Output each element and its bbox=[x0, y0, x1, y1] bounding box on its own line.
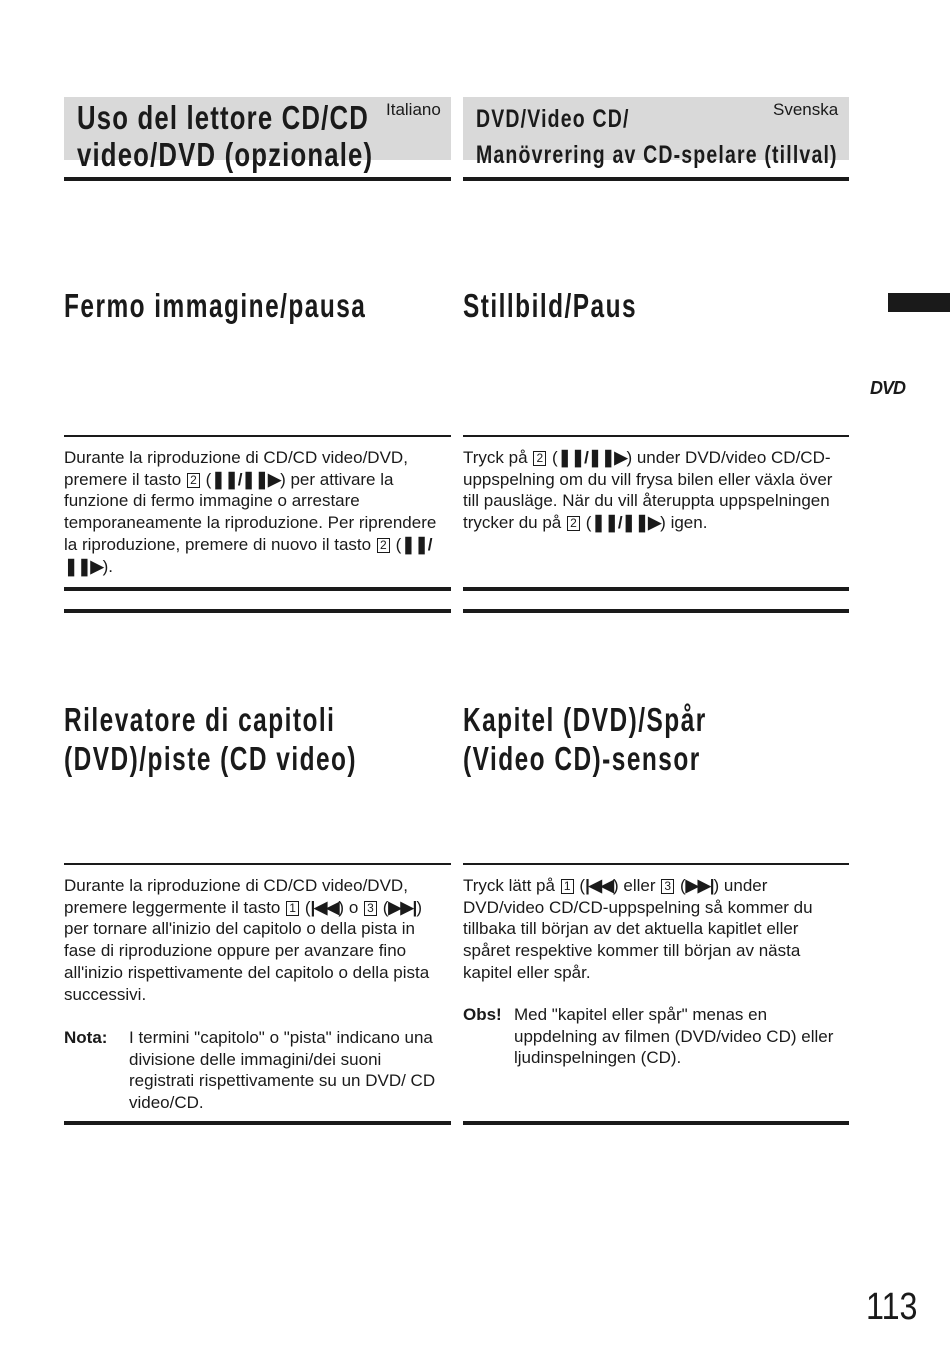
key-2: 2 bbox=[567, 516, 580, 531]
key-2: 2 bbox=[377, 538, 390, 553]
section1-rule-bottom-right bbox=[463, 587, 849, 591]
key-3: 3 bbox=[364, 901, 377, 916]
section1-swedish-text1: Tryck på bbox=[463, 448, 528, 467]
section1-rule-top-left bbox=[64, 435, 451, 437]
section2-swedish-note bbox=[463, 1004, 843, 1069]
swedish-language-label: Svenska bbox=[773, 100, 839, 119]
key-2: 2 bbox=[533, 451, 546, 466]
section2-swedish-title-line2: (Video CD)-sensor bbox=[463, 740, 701, 777]
swedish-header-title-line1: DVD/Video CD/ bbox=[476, 105, 630, 133]
section1-italian-body: Durante la riproduzione di CD/CD video/DVD, premere il tasto 2 (❚❚/❚❚▶) per attivare la funzione di fermo immagine o arrestare temporaneamente la riproduzione. Per riprendere la riproduzione, premere di nuovo il tasto 2 (❚❚/❚❚▶). bbox=[64, 448, 437, 576]
pause-play-icon: ❚❚/❚❚▶ bbox=[591, 513, 661, 533]
page-number: 113 bbox=[866, 1286, 918, 1328]
section2-rule-bottom-right bbox=[463, 1121, 849, 1125]
italian-header-title-line2: video/DVD (opzionale) bbox=[77, 136, 374, 173]
italian-header-title-line1: Uso del lettore CD/CD bbox=[77, 99, 370, 136]
section2-italian-text3: per tornare all'inizio del capitolo o della pista in fase di riproduzione oppure per avanzare fino all'inizio rispettivamente del capitolo o della pista successivi. bbox=[64, 919, 430, 1004]
section2-italian-or: o bbox=[348, 897, 359, 917]
skip-back-icon: |◀◀ bbox=[310, 897, 339, 917]
section2-rule-top-right bbox=[463, 863, 849, 865]
italian-note-label: Nota: bbox=[64, 1028, 108, 1047]
section1-swedish-title: Stillbild/Paus bbox=[463, 287, 638, 324]
skip-forward-icon: ▶▶| bbox=[388, 897, 417, 917]
key-1: 1 bbox=[561, 879, 574, 894]
swedish-note-label: Obs! bbox=[463, 1005, 502, 1024]
section1-rule-top-right bbox=[463, 435, 849, 437]
section2-swedish-text3: under DVD/video CD/CD-uppspelning så kommer du tillbaka till början av det aktuella kapitlet eller spåret respektive kommer till början av nästa kapitel eller spår. bbox=[463, 876, 813, 982]
pause-play-icon: ❚❚/❚❚▶ bbox=[211, 469, 281, 489]
swedish-header-title-line2: Manövrering av CD-spelare (tillval) bbox=[476, 141, 838, 169]
section2-italian-title-line2: (DVD)/piste (CD video) bbox=[64, 740, 358, 777]
skip-forward-icon: ▶▶| bbox=[685, 876, 714, 895]
section2-rule-top-left bbox=[64, 863, 451, 865]
section1-italian-text3: . bbox=[108, 556, 113, 576]
section1-rule-bottom-left bbox=[64, 587, 451, 591]
dvd-logo: DVD bbox=[870, 378, 906, 398]
section1-italian-title: Fermo immagine/pausa bbox=[64, 287, 367, 324]
section1-italian-text1: Durante la riproduzione di CD/CD video/DVD, premere il tasto bbox=[64, 448, 408, 489]
section2-italian-text1: Durante la riproduzione di CD/CD video/DVD, premere leggermente il tasto bbox=[64, 876, 408, 917]
pause-play-icon: ❚❚/❚❚▶ bbox=[64, 534, 432, 576]
swedish-note-text: Med "kapitel eller spår" menas en uppdelning av filmen (DVD/video CD) eller ljudinspelningen (CD). bbox=[514, 1005, 834, 1068]
section2-swedish-body: Tryck lätt på 1 (|◀◀) eller 3 (▶▶|) under DVD/video CD/CD-uppspelning så kommer du tillbaka till början av det aktuella kapitlet eller spåret respektive kommer till början av nästa kapitel eller spår. bbox=[463, 876, 813, 982]
section2-swedish-title-line1: Kapitel (DVD)/Spår bbox=[463, 701, 707, 738]
key-3: 3 bbox=[661, 879, 674, 894]
italian-language-label: Italiano bbox=[386, 100, 441, 119]
section2-rule-header-left bbox=[64, 609, 451, 613]
section2-italian-title-line1: Rilevatore di capitoli bbox=[64, 701, 336, 738]
section2-rule-header-right bbox=[463, 609, 849, 613]
header-rule-right bbox=[463, 177, 849, 181]
section1-swedish-text2: under DVD/video CD/CD-uppspelning om du vill frysa bilen eller växla över till pausläge. När du vill återuppta uppspelningen trycker du på bbox=[463, 448, 833, 533]
section2-italian-body: Durante la riproduzione di CD/CD video/DVD, premere leggermente il tasto 1 (|◀◀) o 3 (▶▶|) per tornare all'inizio del capitolo o della pista in fase di riproduzione oppure per avanzare fino all'inizio rispettivamente del capitolo o della pista successivi. bbox=[64, 876, 430, 1004]
header-rule-left bbox=[64, 177, 451, 181]
section2-italian-note bbox=[64, 1027, 444, 1114]
side-tab-marker bbox=[888, 293, 950, 312]
key-2: 2 bbox=[187, 473, 200, 488]
key-1: 1 bbox=[286, 901, 299, 916]
section1-swedish-body: Tryck på 2 (❚❚/❚❚▶) under DVD/video CD/CD-uppspelning om du vill frysa bilen eller växla över till pausläge. När du vill återuppta uppspelningen trycker du på 2 (❚❚/❚❚▶) igen. bbox=[463, 448, 833, 533]
section2-swedish-text1: Tryck lätt på bbox=[463, 876, 555, 895]
section1-swedish-text3: igen. bbox=[670, 513, 708, 533]
italian-note-text: I termini "capitolo" o "pista" indicano una divisione delle immagini/dei suoni registrati rispettivamente su un DVD/ CD video/CD. bbox=[129, 1028, 436, 1113]
pause-play-icon: ❚❚/❚❚▶ bbox=[557, 448, 627, 467]
section2-rule-bottom-left bbox=[64, 1121, 451, 1125]
section2-swedish-or: eller bbox=[623, 876, 656, 895]
section1-italian-text2: per attivare la funzione di fermo immagine o arrestare temporaneamente la riproduzione. Per riprendere la riproduzione, premere di nuovo il tasto bbox=[64, 469, 437, 554]
skip-back-icon: |◀◀ bbox=[585, 876, 613, 895]
